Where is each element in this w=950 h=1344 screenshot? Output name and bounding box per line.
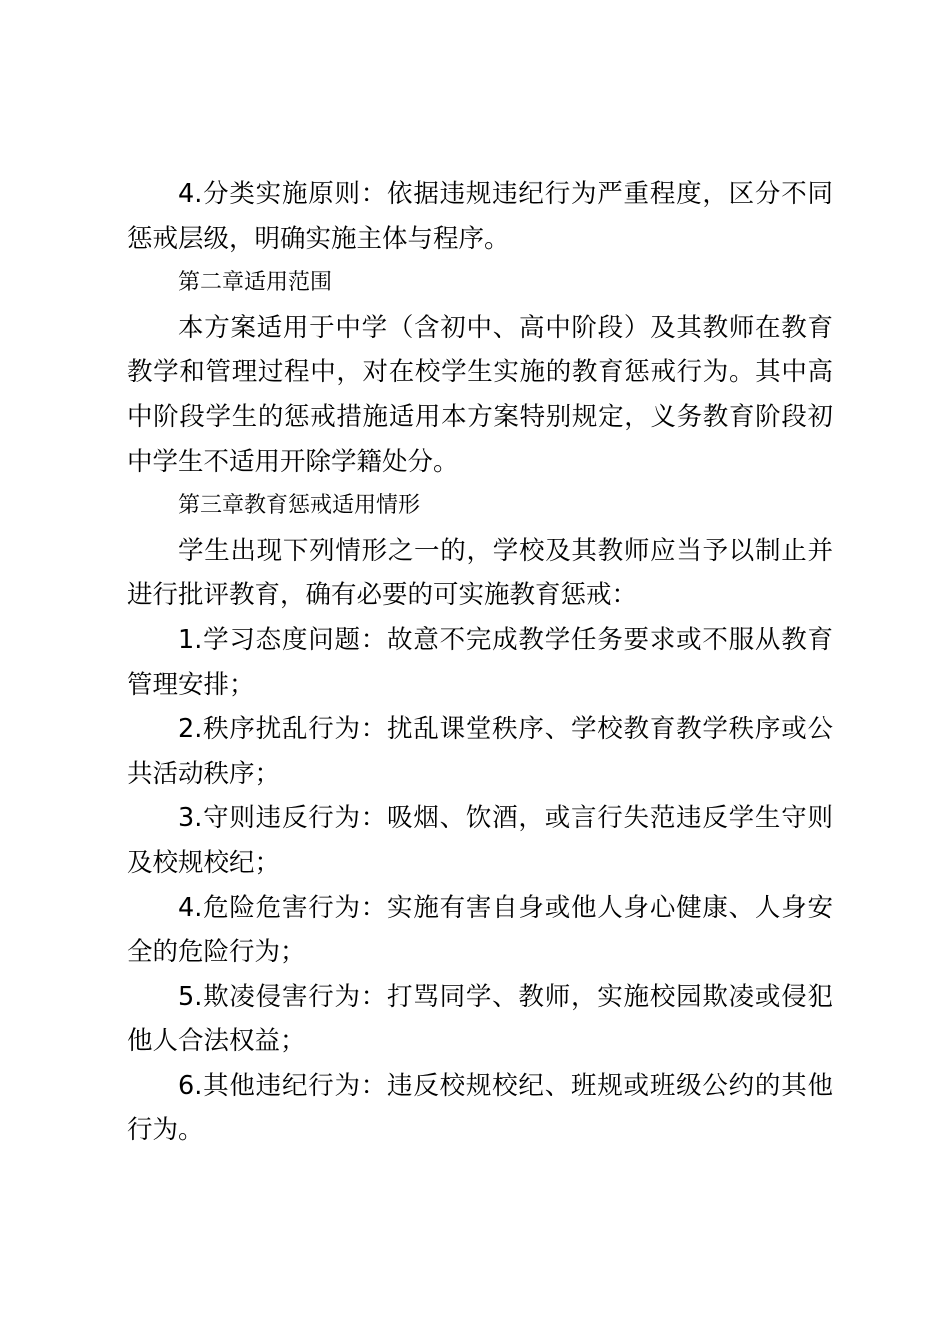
- principle-4-paragraph: 4.分类实施原则：依据违规违纪行为严重程度，区分不同惩戒层级，明确实施主体与程序。: [127, 179, 833, 254]
- document-body: [127, 172, 833, 1153]
- list-item-3: 3.守则违反行为：吸烟、饮酒，或言行失范违反学生守则及校规校纪；: [127, 803, 833, 878]
- list-item-1: 1.学习态度问题：故意不完成教学任务要求或不服从教育管理安排；: [127, 624, 833, 700]
- chapter-3-heading: 第三章教育惩戒适用情形: [178, 493, 421, 519]
- scope-paragraph: 本方案适用于中学（含初中、高中阶段）及其教师在教育教学和管理过程中，对在校学生实施的教育惩戒行为。其中高中阶段学生的惩戒措施适用本方案特别规定，义务教育阶段初中学生不适用开除学籍处分。: [127, 312, 833, 477]
- list-item-4: 4.危险危害行为：实施有害自身或他人身心健康、人身安全的危险行为；: [127, 892, 833, 968]
- list-item-2: 2.秩序扰乱行为：扰乱课堂秩序、学校教育教学秩序或公共活动秩序；: [127, 714, 833, 789]
- list-item-6: 6.其他违纪行为：违反校规校纪、班规或班级公约的其他行为。: [127, 1070, 833, 1146]
- list-item-5: 5.欺凌侵害行为：打骂同学、教师，实施校园欺凌或侵犯他人合法权益；: [127, 981, 833, 1057]
- chapter-2-heading: 第二章适用范围: [178, 270, 333, 296]
- situations-intro-paragraph: 学生出现下列情形之一的，学校及其教师应当予以制止并进行批评教育，确有必要的可实施教育惩戒：: [127, 535, 833, 611]
